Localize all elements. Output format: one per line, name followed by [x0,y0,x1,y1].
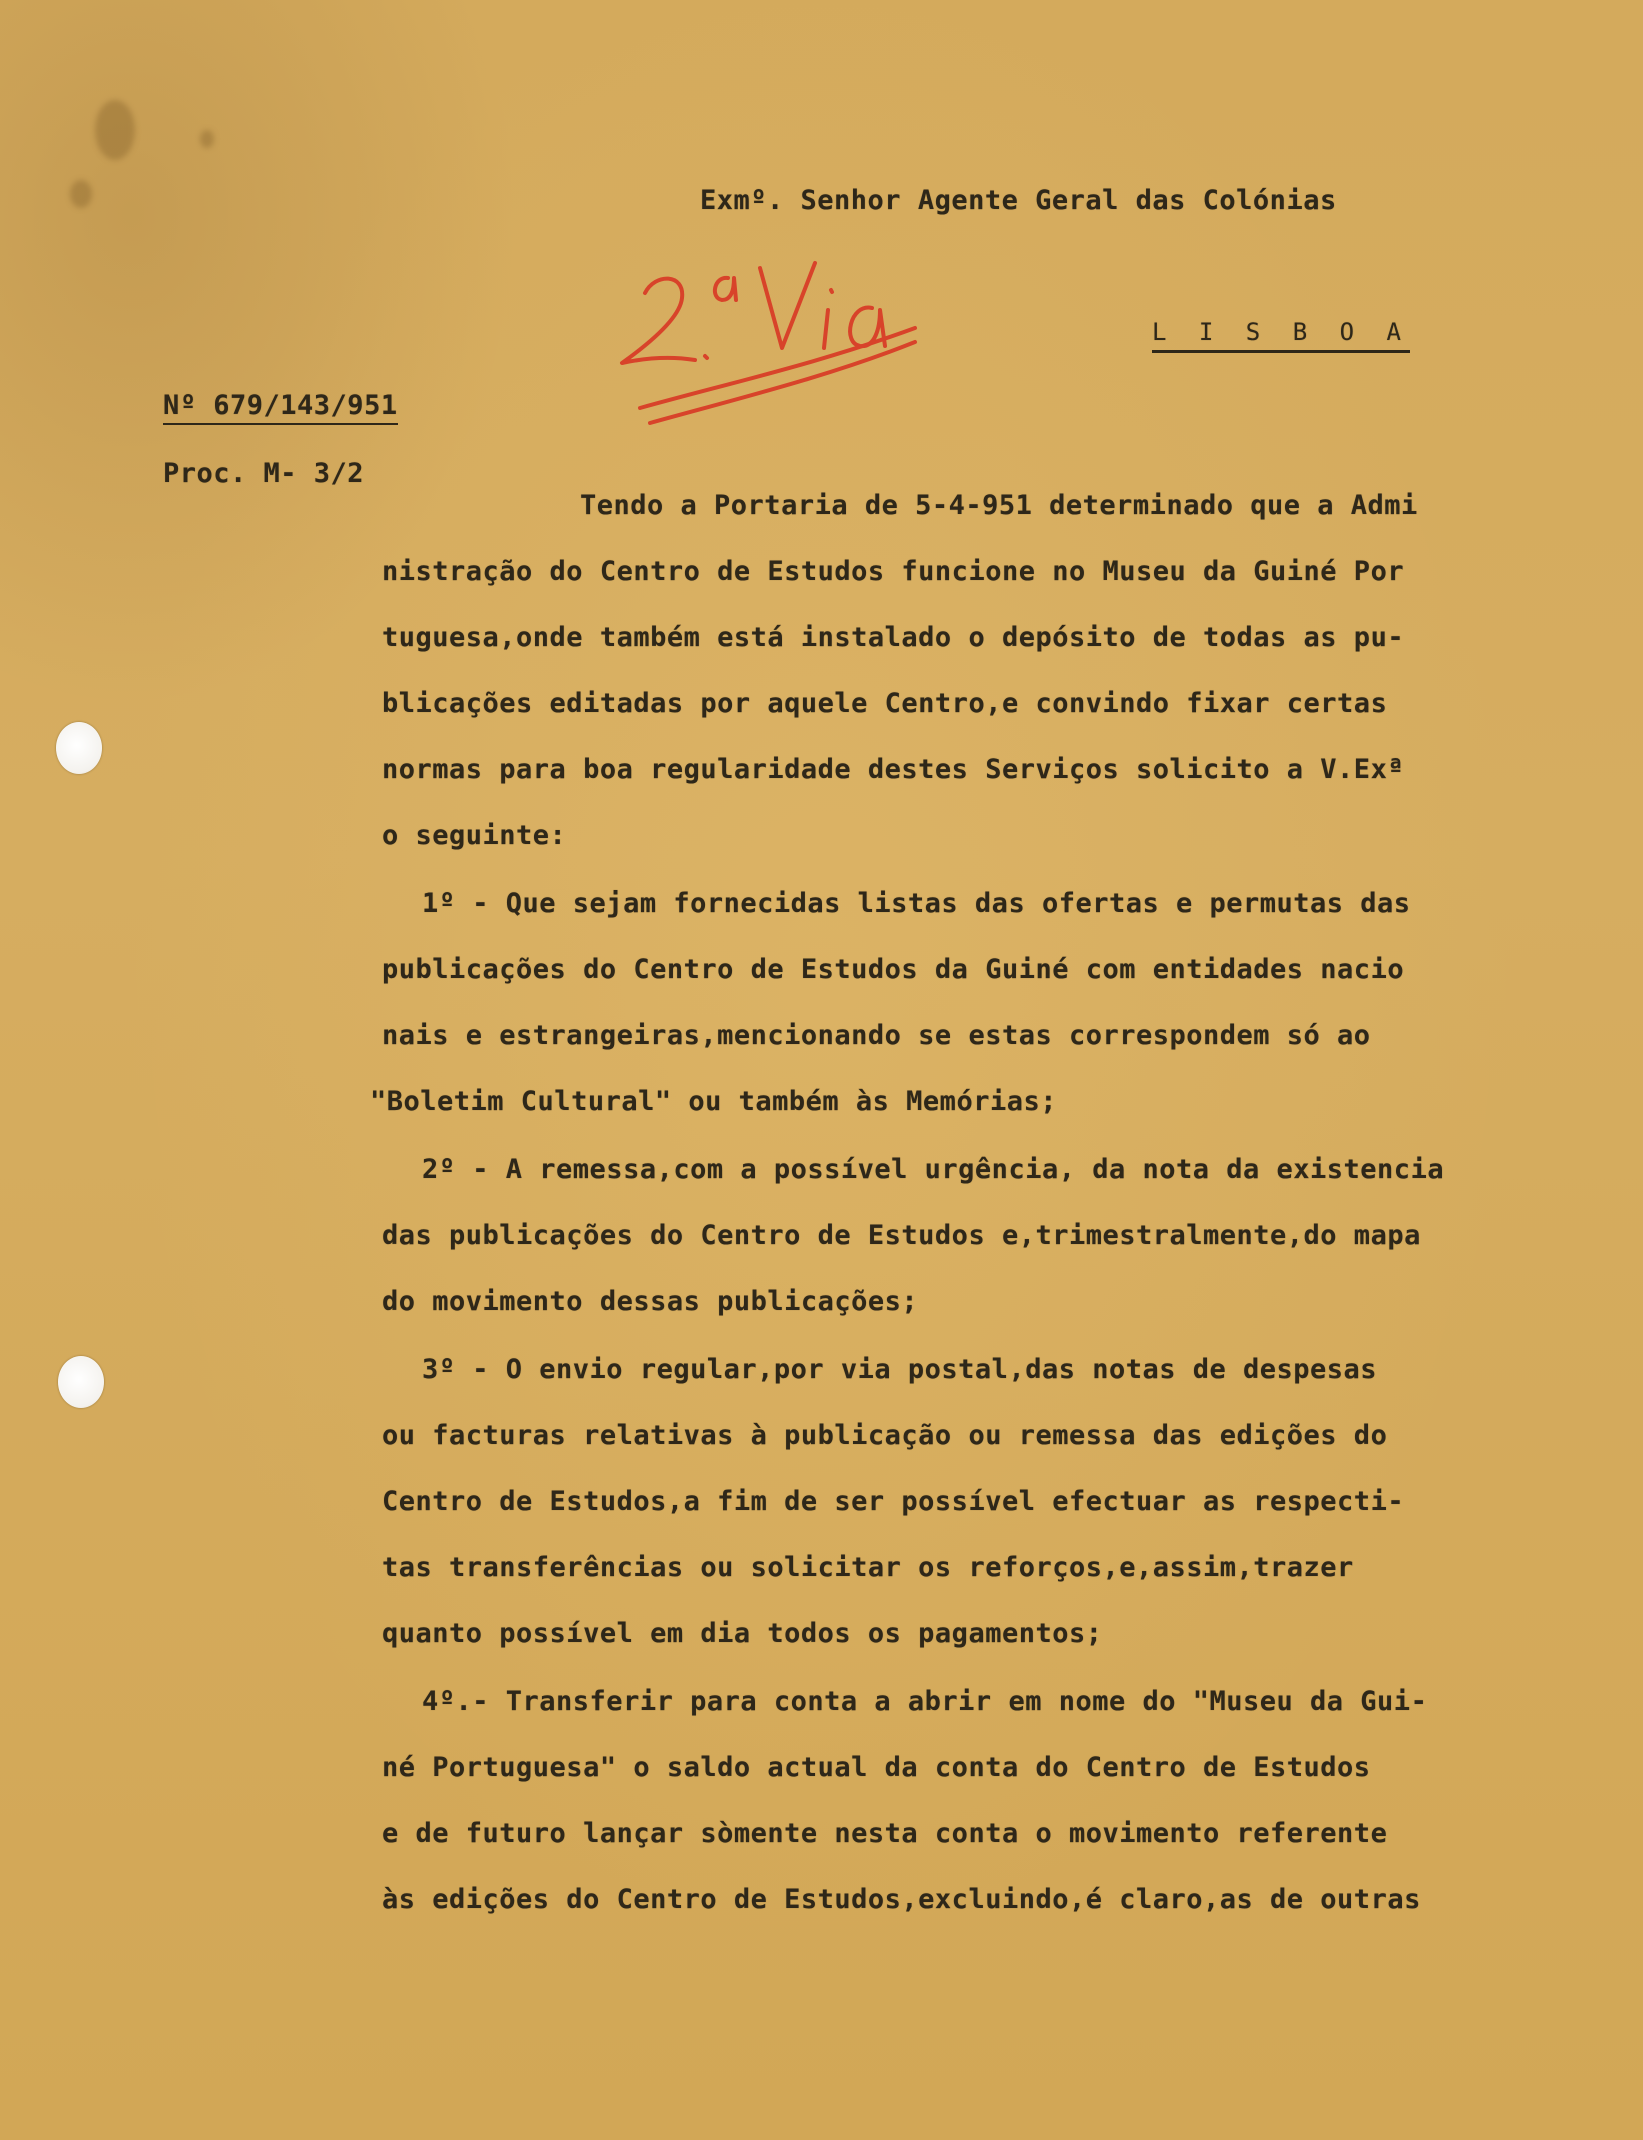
body-line: Centro de Estudos,a fim de ser possível efectuar as respecti- [382,1486,1405,1517]
paper-stain [70,180,92,208]
body-line: 4º.- Transferir para conta a abrir em nome do "Museu da Gui- [422,1686,1428,1717]
body-line: e de futuro lançar sòmente nesta conta o movimento referente [382,1818,1388,1849]
body-line: né Portuguesa" o saldo actual da conta do Centro de Estudos [382,1752,1371,1783]
paper-stain [200,130,214,148]
body-line: blicações editadas por aquele Centro,e convindo fixar certas [382,688,1388,719]
reference-number: Nº 679/143/951 [163,390,398,425]
body-line: quanto possível em dia todos os pagamentos; [382,1618,1103,1649]
handwritten-2a-via [610,248,930,458]
body-line: Tendo a Portaria de 5-4-951 determinado que a Admi [580,490,1418,521]
body-line: publicações do Centro de Estudos da Guiné com entidades nacio [382,954,1405,985]
body-line: às edições do Centro de Estudos,excluindo,é claro,as de outras [382,1884,1421,1915]
body-line: "Boletim Cultural" ou também às Memórias; [370,1086,1057,1117]
paper-stain [95,100,135,160]
body-line: o seguinte: [382,820,567,851]
body-line: 1º - Que sejam fornecidas listas das ofertas e permutas das [422,888,1411,919]
punch-hole [58,1356,104,1408]
body-line: 2º - A remessa,com a possível urgência, da nota da existencia [422,1154,1445,1185]
second-copy-annotation [610,248,930,462]
city-line: L I S B O A [1152,318,1410,353]
body-line: normas para boa regularidade destes Serviços solicito a V.Exª [382,754,1405,785]
process-number: Proc. M- 3/2 [163,458,365,489]
punch-hole [56,722,102,774]
body-line: nais e estrangeiras,mencionando se estas correspondem só ao [382,1020,1371,1051]
addressee-line: Exmº. Senhor Agente Geral das Colónias [700,185,1337,216]
body-line: do movimento dessas publicações; [382,1286,919,1317]
body-line: nistração do Centro de Estudos funcione no Museu da Guiné Por [382,556,1405,587]
body-line: ou facturas relativas à publicação ou remessa das edições do [382,1420,1388,1451]
body-line: tas transferências ou solicitar os reforços,e,assim,trazer [382,1552,1354,1583]
body-line: tuguesa,onde também está instalado o depósito de todas as pu- [382,622,1405,653]
body-line: das publicações do Centro de Estudos e,trimestralmente,do mapa [382,1220,1421,1251]
body-line: 3º - O envio regular,por via postal,das notas de despesas [422,1354,1378,1385]
